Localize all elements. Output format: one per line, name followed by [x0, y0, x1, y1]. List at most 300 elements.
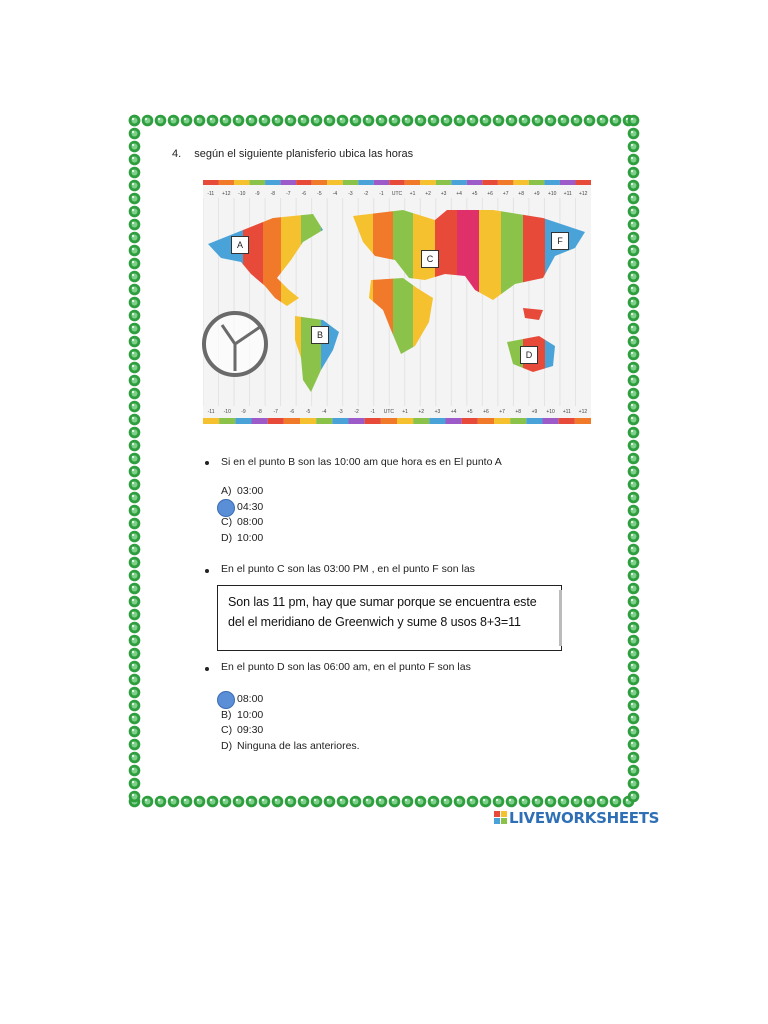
- bottom-zone-label: -10: [223, 409, 231, 415]
- bead-ornament: [531, 795, 544, 808]
- question-2-text: En el punto C son las 03:00 PM , en el punto F son las: [221, 563, 475, 575]
- top-zone-label: +8: [518, 191, 525, 197]
- bead-ornament: [627, 790, 640, 803]
- bead-ornament: [180, 114, 193, 127]
- bead-ornament: [453, 795, 466, 808]
- bead-ornament: [627, 387, 640, 400]
- bead-ornament: [627, 114, 640, 127]
- logo-icon: [494, 811, 508, 825]
- bead-ornament: [128, 179, 141, 192]
- bead-ornament: [323, 114, 336, 127]
- point-C-label: C: [421, 250, 439, 268]
- top-zone-color: [203, 180, 219, 185]
- bottom-zone-color: [381, 418, 397, 424]
- bead-ornament: [206, 114, 219, 127]
- bottom-zone-label: +5: [466, 409, 473, 415]
- bottom-zone-color: [543, 418, 559, 424]
- bead-ornament: [245, 795, 258, 808]
- bead-ornament: [627, 478, 640, 491]
- top-zone-label: -9: [255, 191, 260, 197]
- option-value: 08:00: [237, 516, 264, 528]
- bottom-zone-color: [203, 418, 219, 424]
- bead-ornament: [627, 517, 640, 530]
- option-letter: A): [221, 485, 232, 497]
- bottom-zone-color: [478, 418, 494, 424]
- bead-ornament: [627, 361, 640, 374]
- bottom-zone-label: +3: [434, 409, 441, 415]
- bead-ornament: [627, 309, 640, 322]
- bottom-zone-color: [365, 418, 381, 424]
- bead-ornament: [427, 114, 440, 127]
- top-zone-label: +6: [487, 191, 493, 197]
- bottom-zone-color: [559, 418, 575, 424]
- bead-ornament: [627, 218, 640, 231]
- bottom-zone-color: [316, 418, 332, 424]
- top-zone-color: [529, 180, 545, 185]
- bead-ornament: [427, 795, 440, 808]
- bead-ornament: [284, 795, 297, 808]
- bead-ornament: [362, 114, 375, 127]
- top-zone-label: +5: [471, 191, 478, 197]
- bead-ornament: [544, 795, 557, 808]
- bead-ornament: [128, 582, 141, 595]
- bead-ornament: [479, 795, 492, 808]
- bead-ornament: [627, 166, 640, 179]
- bead-ornament: [180, 795, 193, 808]
- q1-option-c[interactable]: [221, 516, 263, 528]
- bead-ornament: [627, 686, 640, 699]
- bead-ornament: [349, 795, 362, 808]
- bead-ornament: [128, 725, 141, 738]
- bead-ornament: [544, 114, 557, 127]
- bottom-zone-color: [413, 418, 429, 424]
- bottom-zone-label: +9: [531, 409, 538, 415]
- bead-ornament: [627, 153, 640, 166]
- bead-ornament: [627, 556, 640, 569]
- top-zone-label: -2: [363, 191, 369, 197]
- bead-ornament: [128, 478, 141, 491]
- bead-ornament: [627, 582, 640, 595]
- option-letter: D): [221, 532, 233, 544]
- bead-ornament: [505, 795, 518, 808]
- top-zone-color: [358, 180, 374, 185]
- q3-option-d[interactable]: [221, 740, 360, 752]
- top-zone-color: [219, 180, 235, 185]
- bead-ornament: [627, 569, 640, 582]
- bottom-zone-label: -7: [273, 409, 278, 415]
- bead-ornament: [128, 140, 141, 153]
- bead-ornament: [128, 569, 141, 582]
- bead-ornament: [128, 634, 141, 647]
- bottom-zone-color: [349, 418, 365, 424]
- bullet: [205, 461, 209, 465]
- bead-ornament: [596, 114, 609, 127]
- bead-ornament: [128, 309, 141, 322]
- answer-line-2: del el meridiano de Greenwich y sume 8 usos 8+3=11: [228, 615, 521, 629]
- top-zone-label: +2: [425, 191, 431, 197]
- clock-icon: [200, 309, 270, 379]
- top-zone-color: [544, 180, 560, 185]
- bead-ornament: [310, 795, 323, 808]
- bead-ornament: [284, 114, 297, 127]
- bead-ornament: [466, 114, 479, 127]
- bottom-zone-color: [284, 418, 300, 424]
- answer-textbox[interactable]: [217, 585, 562, 651]
- option-letter: B): [221, 709, 232, 721]
- bottom-zone-label: +10: [546, 409, 555, 415]
- bead-ornament: [219, 114, 232, 127]
- bottom-zone-color: [235, 418, 251, 424]
- bead-ornament: [349, 114, 362, 127]
- point-F-label: F: [551, 232, 569, 250]
- bead-ornament: [627, 348, 640, 361]
- bead-ornament: [336, 795, 349, 808]
- bead-ornament: [627, 725, 640, 738]
- bead-ornament: [154, 114, 167, 127]
- bead-ornament: [128, 426, 141, 439]
- answer-line-1: Son las 11 pm, hay que sumar porque se encuentra este: [228, 595, 537, 609]
- bead-ornament: [627, 244, 640, 257]
- bead-ornament: [627, 322, 640, 335]
- top-zone-color: [296, 180, 312, 185]
- option-value: Ninguna de las anteriores.: [237, 740, 360, 752]
- bottom-zone-color: [252, 418, 268, 424]
- bottom-zone-label: -4: [322, 409, 327, 415]
- q1-option-d[interactable]: [221, 532, 263, 544]
- bead-ornament: [128, 127, 141, 140]
- bead-ornament: [258, 114, 271, 127]
- border-left: [128, 114, 141, 803]
- bead-ornament: [627, 647, 640, 660]
- bead-ornament: [128, 673, 141, 686]
- top-zone-label: +4: [456, 191, 462, 197]
- bottom-zone-label: -5: [305, 409, 311, 415]
- bead-ornament: [245, 114, 258, 127]
- option-value: 04:30: [237, 501, 264, 513]
- bead-ornament: [128, 738, 141, 751]
- bead-ornament: [609, 114, 622, 127]
- top-zone-color: [451, 180, 467, 185]
- bead-ornament: [128, 621, 141, 634]
- top-zone-color: [498, 180, 514, 185]
- bead-ornament: [323, 795, 336, 808]
- bead-ornament: [128, 166, 141, 179]
- bead-ornament: [627, 257, 640, 270]
- bead-ornament: [627, 660, 640, 673]
- bead-ornament: [167, 795, 180, 808]
- bead-ornament: [388, 795, 401, 808]
- time-zone-map: [203, 180, 591, 424]
- top-zone-label: -11: [207, 191, 215, 197]
- bead-ornament: [232, 114, 245, 127]
- bead-ornament: [570, 795, 583, 808]
- bead-ornament: [128, 556, 141, 569]
- top-zone-label: +12: [222, 191, 231, 197]
- bead-ornament: [627, 426, 640, 439]
- question-3-text: En el punto D son las 06:00 am, en el punto F son las: [221, 661, 471, 673]
- bead-ornament: [627, 335, 640, 348]
- bead-ornament: [401, 795, 414, 808]
- bottom-zone-label: -6: [289, 409, 295, 415]
- bead-ornament: [232, 795, 245, 808]
- bead-ornament: [627, 127, 640, 140]
- bottom-zone-color: [268, 418, 284, 424]
- bottom-zone-color: [526, 418, 542, 424]
- bottom-zone-color: [397, 418, 413, 424]
- bead-ornament: [627, 179, 640, 192]
- bottom-zone-color: [462, 418, 478, 424]
- top-zone-color: [436, 180, 452, 185]
- bead-ornament: [627, 712, 640, 725]
- top-zone-color: [265, 180, 281, 185]
- q3-option-c[interactable]: [221, 724, 263, 736]
- top-zone-label: +11: [563, 191, 572, 197]
- bead-ornament: [627, 595, 640, 608]
- bead-ornament: [128, 608, 141, 621]
- top-zone-label: +9: [533, 191, 540, 197]
- bead-ornament: [310, 114, 323, 127]
- bead-ornament: [492, 114, 505, 127]
- bead-ornament: [375, 114, 388, 127]
- bead-ornament: [128, 413, 141, 426]
- top-zone-color: [467, 180, 483, 185]
- bead-ornament: [128, 764, 141, 777]
- bottom-zone-label: -3: [338, 409, 343, 415]
- answer-text[interactable]: [228, 592, 537, 632]
- bead-ornament: [128, 699, 141, 712]
- bead-ornament: [401, 114, 414, 127]
- q3-option-a[interactable]: [221, 693, 263, 705]
- bottom-zone-color: [575, 418, 591, 424]
- bead-ornament: [128, 153, 141, 166]
- bead-ornament: [128, 777, 141, 790]
- top-zone-color: [575, 180, 591, 185]
- bead-ornament: [557, 795, 570, 808]
- bead-ornament: [128, 517, 141, 530]
- question-title-text: según el siguiente planisferio ubica las horas: [194, 148, 414, 160]
- bullet: [205, 569, 209, 573]
- logo-text: LIVEWORKSHEETS: [509, 809, 660, 827]
- bead-ornament: [627, 530, 640, 543]
- bead-ornament: [627, 634, 640, 647]
- point-D-label: D: [520, 346, 538, 364]
- border-top: [128, 114, 635, 127]
- top-zone-color: [250, 180, 266, 185]
- bead-ornament: [141, 795, 154, 808]
- bottom-zone-label: +4: [450, 409, 457, 415]
- option-letter: C): [221, 516, 233, 528]
- bead-ornament: [492, 795, 505, 808]
- top-zone-label: +7: [502, 191, 509, 197]
- option-value: 08:00: [237, 693, 264, 705]
- bottom-zone-label: +6: [483, 409, 489, 415]
- bead-ornament: [440, 795, 453, 808]
- textbox-scrollbar: [559, 590, 562, 646]
- bottom-zone-color: [300, 418, 316, 424]
- top-zone-color: [234, 180, 250, 185]
- bead-ornament: [128, 114, 141, 127]
- bead-ornament: [128, 205, 141, 218]
- point-B-label: B: [311, 326, 329, 344]
- bottom-zone-label: +12: [578, 409, 588, 415]
- bottom-zone-label: -1: [370, 409, 375, 415]
- bead-ornament: [627, 452, 640, 465]
- bead-ornament: [583, 114, 596, 127]
- bead-ornament: [128, 543, 141, 556]
- top-zone-color: [327, 180, 343, 185]
- bottom-zone-label: +2: [418, 409, 425, 415]
- top-zone-label: +1: [409, 191, 416, 197]
- top-zone-label: -5: [317, 191, 322, 197]
- bead-ornament: [206, 795, 219, 808]
- bead-ornament: [128, 283, 141, 296]
- bead-ornament: [193, 114, 206, 127]
- bullet: [205, 667, 209, 671]
- bead-ornament: [596, 795, 609, 808]
- bead-ornament: [627, 231, 640, 244]
- top-zone-label: +3: [440, 191, 447, 197]
- bead-ornament: [609, 795, 622, 808]
- bead-ornament: [193, 795, 206, 808]
- bead-ornament: [128, 660, 141, 673]
- bead-ornament: [466, 795, 479, 808]
- bead-ornament: [128, 231, 141, 244]
- top-zone-label: -6: [301, 191, 307, 197]
- top-zone-label: +12: [578, 191, 588, 197]
- option-value: 09:30: [237, 724, 264, 736]
- bead-ornament: [128, 712, 141, 725]
- option-letter: D): [221, 740, 233, 752]
- top-zone-label: UTC: [391, 191, 403, 197]
- bead-ornament: [627, 491, 640, 504]
- top-zone-label: -8: [270, 191, 276, 197]
- q1-option-a[interactable]: [221, 485, 263, 497]
- bead-ornament: [128, 595, 141, 608]
- bead-ornament: [627, 296, 640, 309]
- bead-ornament: [128, 361, 141, 374]
- bead-ornament: [128, 530, 141, 543]
- bottom-zone-color: [219, 418, 235, 424]
- bead-ornament: [414, 795, 427, 808]
- bead-ornament: [154, 795, 167, 808]
- liveworksheets-logo: [494, 809, 659, 827]
- bottom-zone-label: +11: [562, 409, 571, 415]
- bottom-zone-color: [332, 418, 348, 424]
- bead-ornament: [627, 192, 640, 205]
- option-value: 10:00: [237, 532, 264, 544]
- bead-ornament: [570, 114, 583, 127]
- top-zone-color: [513, 180, 529, 185]
- bead-ornament: [128, 647, 141, 660]
- bottom-zone-label: +8: [515, 409, 522, 415]
- top-zone-color: [405, 180, 421, 185]
- bead-ornament: [627, 374, 640, 387]
- top-zone-color: [420, 180, 436, 185]
- bead-ornament: [128, 257, 141, 270]
- bead-ornament: [505, 114, 518, 127]
- bead-ornament: [627, 283, 640, 296]
- point-A-label: A: [231, 236, 249, 254]
- bead-ornament: [128, 751, 141, 764]
- top-zone-label: -7: [286, 191, 291, 197]
- bottom-zone-label: -2: [354, 409, 359, 415]
- bead-ornament: [128, 387, 141, 400]
- bottom-zone-color: [494, 418, 510, 424]
- bead-ornament: [128, 335, 141, 348]
- top-zone-color: [374, 180, 390, 185]
- bead-ornament: [128, 348, 141, 361]
- bead-ornament: [583, 795, 596, 808]
- option-value: 10:00: [237, 709, 264, 721]
- top-zone-label: -4: [332, 191, 338, 197]
- bead-ornament: [531, 114, 544, 127]
- top-zone-label: +10: [547, 191, 557, 197]
- bead-ornament: [627, 140, 640, 153]
- top-zone-color: [560, 180, 576, 185]
- q1-option-b[interactable]: [221, 501, 263, 513]
- bead-ornament: [627, 270, 640, 283]
- option-value: 03:00: [237, 485, 264, 497]
- question-title: [172, 148, 413, 160]
- bead-ornament: [627, 400, 640, 413]
- bead-ornament: [627, 751, 640, 764]
- q3-option-b[interactable]: [221, 709, 263, 721]
- bead-ornament: [128, 504, 141, 517]
- bottom-zone-label: UTC: [383, 409, 395, 415]
- bead-ornament: [258, 795, 271, 808]
- bead-ornament: [479, 114, 492, 127]
- bead-ornament: [271, 114, 284, 127]
- bead-ornament: [128, 491, 141, 504]
- bead-ornament: [414, 114, 427, 127]
- bead-ornament: [627, 699, 640, 712]
- bead-ornament: [627, 543, 640, 556]
- bead-ornament: [128, 192, 141, 205]
- question-number: 4.: [172, 148, 182, 160]
- bead-ornament: [627, 413, 640, 426]
- bead-ornament: [336, 114, 349, 127]
- bead-ornament: [627, 504, 640, 517]
- bead-ornament: [167, 114, 180, 127]
- top-zone-label: -10: [238, 191, 246, 197]
- bead-ornament: [128, 296, 141, 309]
- bead-ornament: [128, 270, 141, 283]
- bead-ornament: [219, 795, 232, 808]
- map-graphic: [203, 180, 591, 424]
- bead-ornament: [128, 452, 141, 465]
- question-1-text: Si en el punto B son las 10:00 am que hora es en El punto A: [221, 456, 502, 468]
- bead-ornament: [440, 114, 453, 127]
- bead-ornament: [557, 114, 570, 127]
- top-zone-color: [343, 180, 359, 185]
- bead-ornament: [627, 738, 640, 751]
- bead-ornament: [518, 795, 531, 808]
- border-bottom: [128, 795, 635, 808]
- bottom-zone-label: -11: [207, 409, 215, 415]
- bead-ornament: [128, 322, 141, 335]
- bead-ornament: [128, 218, 141, 231]
- bead-ornament: [375, 795, 388, 808]
- top-zone-color: [281, 180, 297, 185]
- bead-ornament: [627, 465, 640, 478]
- bead-ornament: [627, 608, 640, 621]
- bottom-zone-label: -8: [257, 409, 262, 415]
- bead-ornament: [627, 764, 640, 777]
- bead-ornament: [128, 686, 141, 699]
- bead-ornament: [297, 795, 310, 808]
- bead-ornament: [627, 777, 640, 790]
- bottom-zone-label: +1: [402, 409, 408, 415]
